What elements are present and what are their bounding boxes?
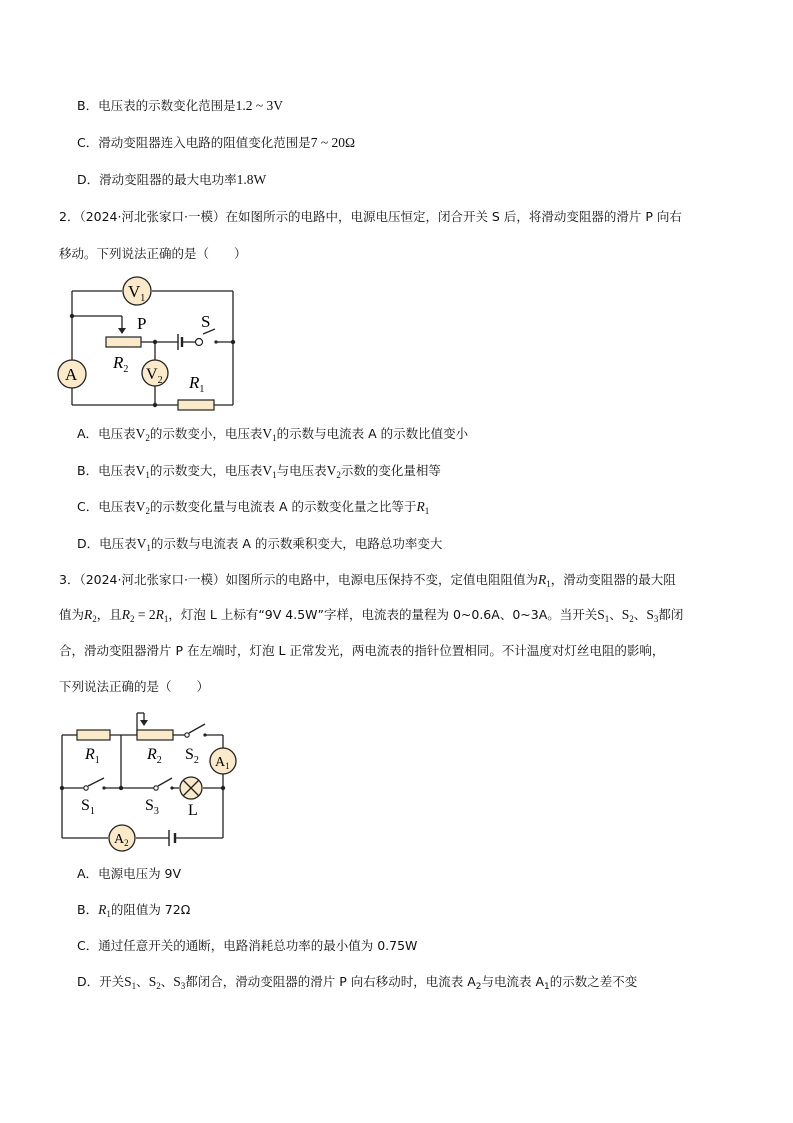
label-s: S [201, 312, 211, 331]
q2-stem-line1: 2．（2024·河北张家口·一模）在如图所示的电路中，电源电压恒定，闭合开关 S 后，将滑动变阻器的滑片 P 向右 [59, 209, 682, 224]
label-r1: $R_1$ [85, 746, 100, 766]
q3-stem-line3: 合，滑动变阻器滑片 P 在左端时，灯泡 L 正常发光，两电流表的指针位置相同。不计温度对灯丝电阻的影响， [59, 643, 665, 658]
label-a1: $A_1$ [215, 755, 230, 771]
q3-circuit-diagram [55, 708, 255, 860]
label-r1: $R_1$ [189, 373, 205, 395]
q2-option-a: A．电压表$V_2$的示数变小，电压表$V_1$的示数与电流表 A 的示数比值变小 [77, 426, 469, 443]
label-p: P [137, 314, 147, 333]
q3-stem-line4: 下列说法正确的是（ ） [59, 679, 210, 694]
q3-option-d: D．开关$S_1$、$S_2$、$S_3$都闭合，滑动变阻器的滑片 P 向右移动时，电流表 $A_2$与电流表 $A_1$的示数之差不变 [77, 974, 638, 992]
label-a: A [65, 365, 78, 384]
q3-option-b: B．$R_1$的阻值为 72Ω [77, 902, 191, 919]
q2-circuit-diagram [55, 276, 245, 412]
label-l: L [188, 802, 198, 819]
q3-option-a: A．电源电压为 9V [77, 866, 182, 881]
option-c-prev: C．滑动变阻器连入电路的阻值变化范围是7 ~ 20Ω [77, 135, 356, 150]
option-b-prev: B．电压表的示数变化范围是1.2 ~ 3V [77, 98, 284, 113]
label-s1: $S_1$ [81, 797, 95, 817]
q2-option-c: C．电压表$V_2$的示数变化量与电流表 A 的示数变化量之比等于$R_1$ [77, 499, 430, 516]
q2-stem-line2: 移动。下列说法正确的是（ ） [59, 246, 247, 261]
label-v1: $V_1$ [128, 282, 146, 304]
option-d-prev: D．滑动变阻器的最大电功率1.8W [77, 172, 267, 187]
q3-option-c: C．通过任意开关的通断，电路消耗总功率的最小值为 0.75W [77, 938, 418, 953]
label-s2: $S_2$ [185, 746, 199, 766]
q3-stem-line1: 3．（2024·河北张家口·一模）如图所示的电路中，电源电压保持不变，定值电阻阻值为$R_1$，滑动变阻器的最大阻 [59, 572, 676, 589]
q3-stem-line2: 值为$R_2$，且$R_2 = 2R_1$，灯泡 L 上标有“9V 4.5W”字样，电流表的量程为 0~0.6A、0~3A。当开关$S_1$、$S_2$、$S_3$都闭 [59, 607, 684, 624]
label-a2: $A_2$ [114, 832, 129, 848]
q2-option-b: B．电压表$V_1$的示数变大，电压表$V_1$与电压表$V_2$示数的变化量相等 [77, 463, 441, 480]
label-r2: $R_2$ [147, 746, 162, 766]
label-v2: $V_2$ [146, 366, 163, 386]
label-r2: $R_2$ [113, 353, 129, 375]
q2-option-d: D．电压表$V_1$的示数与电流表 A 的示数乘积变大，电路总功率变大 [77, 536, 443, 553]
label-s3: $S_3$ [145, 797, 159, 817]
